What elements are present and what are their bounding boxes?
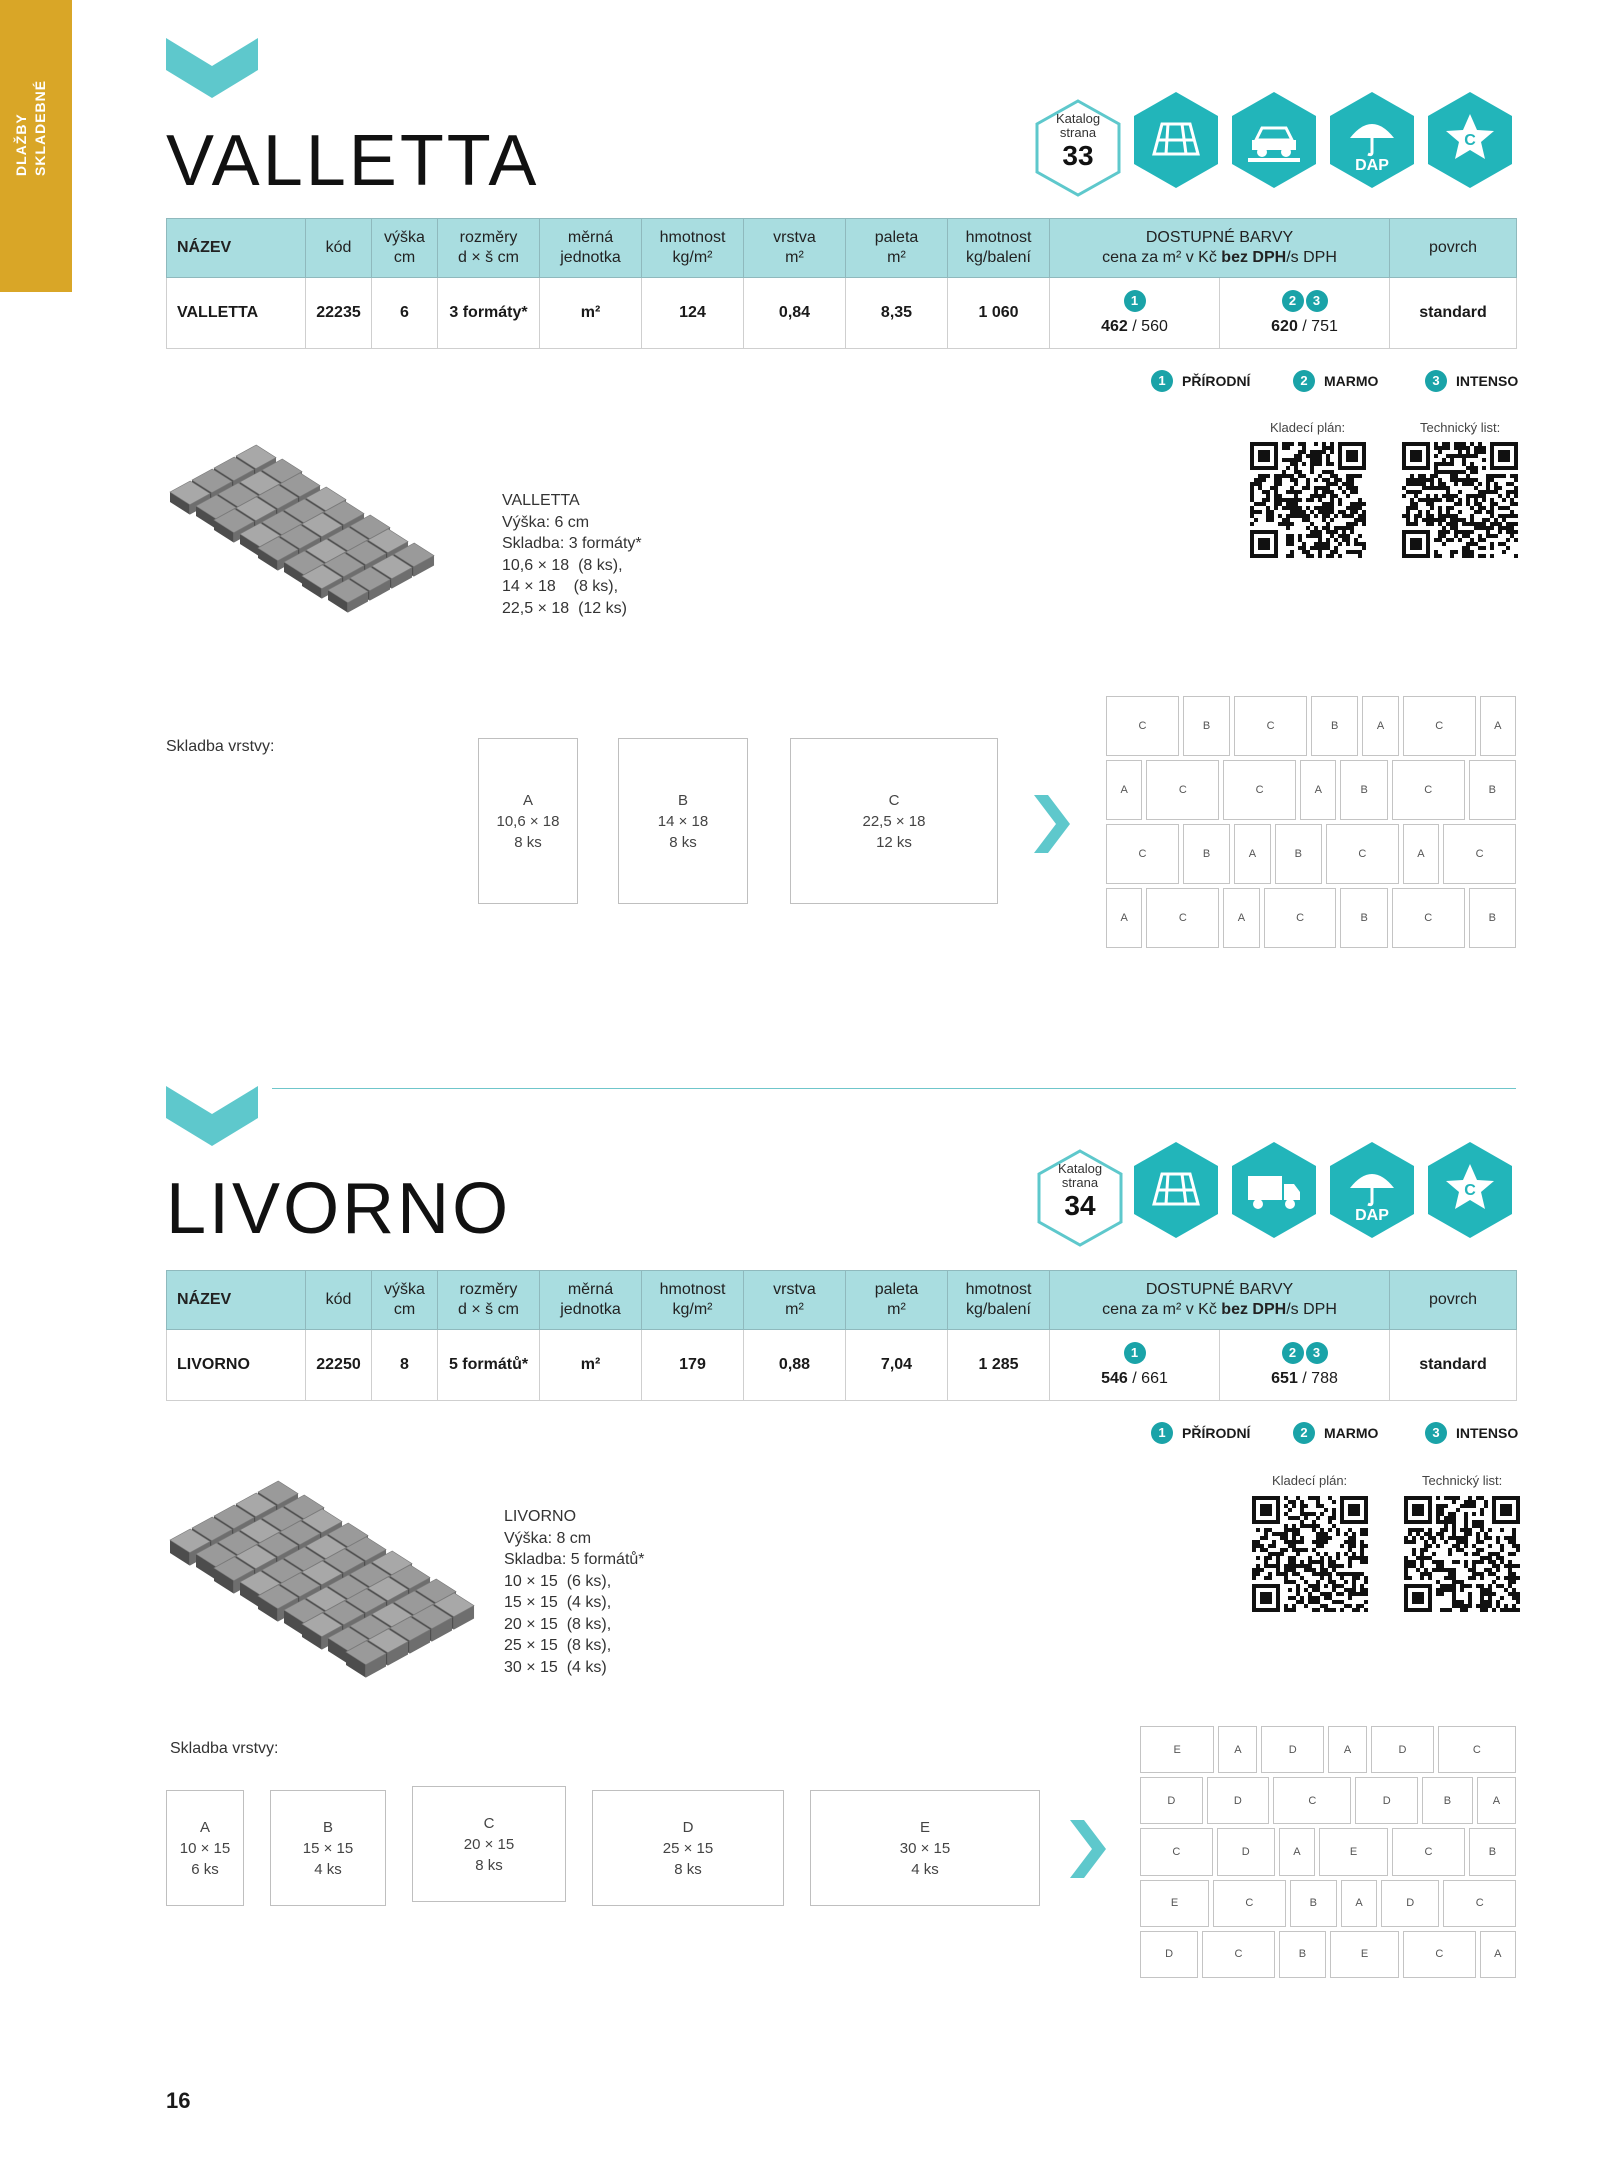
catalog-page-number: 34 xyxy=(1064,1190,1096,1221)
pattern-cell: C xyxy=(1443,824,1516,884)
description-line: 20 × 15 (8 ks), xyxy=(504,1615,612,1633)
product-title: VALLETTA xyxy=(166,121,540,201)
qr-code-tech-sheet[interactable] xyxy=(1404,1496,1520,1612)
svg-text:DAP: DAP xyxy=(1355,1207,1389,1224)
layer-composition-label: Skladba vrstvy: xyxy=(170,1740,279,1757)
format-tile-b: B 14 × 18 8 ks xyxy=(618,738,748,904)
chevron-right-icon xyxy=(1070,1820,1106,1878)
description-line: LIVORNO xyxy=(504,1508,577,1525)
pattern-cell: C xyxy=(1106,824,1179,884)
qr-code-laying-plan[interactable] xyxy=(1250,442,1366,558)
pattern-cell: A xyxy=(1477,1777,1516,1824)
pattern-cell: B xyxy=(1422,1777,1473,1824)
format-tile-a: A 10,6 × 18 8 ks xyxy=(478,738,578,904)
pattern-cell: C xyxy=(1273,1777,1351,1824)
qr-code-laying-plan[interactable] xyxy=(1252,1496,1368,1612)
price-marmo-intenso: 2 3 620 / 751 xyxy=(1220,278,1390,349)
pattern-cell: C xyxy=(1443,1880,1516,1927)
section-divider xyxy=(272,1088,1516,1089)
svg-text:C: C xyxy=(1464,132,1476,149)
svg-text:C: C xyxy=(1464,1182,1476,1199)
category-tab xyxy=(0,0,72,292)
qr-label-laying-plan: Kladecí plán: xyxy=(1270,420,1346,435)
legend-item-marmo: 2 MARMO xyxy=(1292,370,1378,392)
spec-table-row: VALLETTA 22235 6 3 formáty* m² 124 0,84 8,35 1 060 1 462 / 560 2 3 620 / 751 standard xyxy=(167,278,1517,349)
description-line: Skladba: 3 formáty* xyxy=(502,535,642,552)
pattern-cell: A xyxy=(1403,824,1439,884)
laying-pattern xyxy=(1106,696,1516,948)
pattern-cell: A xyxy=(1106,760,1142,820)
pattern-cell: C xyxy=(1392,1828,1465,1875)
pattern-cell: A xyxy=(1106,888,1142,948)
legend-item-marmo: 2 MARMO xyxy=(1292,1422,1378,1444)
catalog-page-badge: Katalog strana 34 xyxy=(1036,1148,1124,1248)
legend-item-intenso: 3 INTENSO xyxy=(1424,1422,1518,1444)
dap-umbrella-icon xyxy=(1328,90,1416,190)
price-natural: 1 546 / 661 xyxy=(1050,1330,1220,1401)
paving-stones-image xyxy=(160,1468,480,1708)
pattern-cell: A xyxy=(1328,1726,1367,1773)
pattern-cell: C xyxy=(1146,888,1219,948)
format-tile-c: C 22,5 × 18 12 ks xyxy=(790,738,998,904)
laying-pattern xyxy=(1140,1726,1516,1978)
truck-load-icon xyxy=(1230,1140,1318,1240)
product-title: LIVORNO xyxy=(166,1169,512,1249)
qr-code-tech-sheet[interactable] xyxy=(1402,442,1518,558)
pattern-cell: C xyxy=(1403,696,1476,756)
pattern-cell: C xyxy=(1106,696,1179,756)
pattern-cell: B xyxy=(1183,824,1230,884)
description-line: 25 × 15 (8 ks), xyxy=(504,1637,612,1654)
pattern-cell: A xyxy=(1234,824,1270,884)
pattern-cell: C xyxy=(1326,824,1399,884)
format-tile-a: A 10 × 15 6 ks xyxy=(166,1790,244,1906)
pattern-cell: C xyxy=(1202,1931,1275,1978)
pattern-cell: B xyxy=(1311,696,1358,756)
format-tile-e: E 30 × 15 4 ks xyxy=(810,1790,1040,1906)
pattern-cell: B xyxy=(1469,888,1516,948)
pattern-cell: D xyxy=(1140,1777,1203,1824)
legend-item-prirodni: 1 PŘÍRODNÍ xyxy=(1150,370,1250,392)
price-marmo-intenso: 2 3 651 / 788 xyxy=(1220,1330,1390,1401)
pattern-cell: D xyxy=(1381,1880,1439,1927)
pattern-cell: E xyxy=(1140,1726,1214,1773)
pattern-cell: C xyxy=(1223,760,1296,820)
pattern-cell: C xyxy=(1438,1726,1516,1773)
format-tile-b: B 15 × 15 4 ks xyxy=(270,1790,386,1906)
pattern-cell: C xyxy=(1213,1880,1286,1927)
pattern-cell: E xyxy=(1140,1880,1209,1927)
pattern-cell: A xyxy=(1218,1726,1257,1773)
spec-table xyxy=(166,1270,1517,1401)
description-line: Výška: 8 cm xyxy=(504,1529,592,1547)
pattern-cell: A xyxy=(1341,1880,1377,1927)
spec-table-header: NÁZEV kód výška cm rozměry d × š cm měrná jednotka hmotnost kg/m² vrstva m² paleta m² hmotnost kg/balení DOSTUPNÉ BARVY cena za m² v Kč bez DPH/s DPH povrch xyxy=(167,1271,1517,1330)
pattern-cell: C xyxy=(1140,1828,1213,1875)
svg-text:DAP: DAP xyxy=(1355,157,1389,174)
pattern-cell: B xyxy=(1469,760,1516,820)
category-tab-text: DLAŽBY SKLADEBNÉ xyxy=(13,79,48,176)
pattern-cell: A xyxy=(1279,1828,1315,1875)
dap-umbrella-icon xyxy=(1328,1140,1416,1240)
paving-pattern-icon xyxy=(1132,1140,1220,1240)
price-natural: 1 462 / 560 xyxy=(1050,278,1220,349)
pattern-cell: D xyxy=(1355,1777,1418,1824)
pattern-cell: C xyxy=(1392,888,1465,948)
pattern-cell: D xyxy=(1217,1828,1275,1875)
pattern-cell: D xyxy=(1371,1726,1434,1773)
description-line: 10,6 × 18 (8 ks), xyxy=(502,556,623,574)
description-line: 22,5 × 18 (12 ks) xyxy=(502,599,627,617)
layer-composition-label: Skladba vrstvy: xyxy=(166,738,275,755)
qr-label-tech-sheet: Technický list: xyxy=(1420,420,1501,435)
format-tile-d: D 25 × 15 8 ks xyxy=(592,1790,784,1906)
pattern-cell: A xyxy=(1300,760,1336,820)
car-load-icon xyxy=(1230,90,1318,190)
class-c-star-icon xyxy=(1426,1140,1514,1240)
qr-label-laying-plan: Kladecí plán: xyxy=(1272,1473,1348,1488)
pattern-cell: E xyxy=(1330,1931,1399,1978)
pattern-cell: C xyxy=(1392,760,1465,820)
pattern-cell: B xyxy=(1275,824,1322,884)
pattern-cell: A xyxy=(1480,1931,1516,1978)
description-line: VALLETTA xyxy=(502,492,580,509)
pattern-cell: A xyxy=(1362,696,1398,756)
pattern-cell: B xyxy=(1469,1828,1516,1875)
spec-table-row: LIVORNO 22250 8 5 formátů* m² 179 0,88 7,04 1 285 1 546 / 661 2 3 651 / 788 standard xyxy=(167,1330,1517,1401)
chevron-down-icon xyxy=(166,1086,258,1146)
pattern-cell: D xyxy=(1207,1777,1270,1824)
description-line: 30 × 15 (4 ks) xyxy=(504,1658,607,1676)
page-number: 16 xyxy=(166,2088,191,2113)
pattern-cell: B xyxy=(1340,888,1387,948)
pattern-cell: C xyxy=(1403,1931,1476,1978)
pattern-cell: E xyxy=(1319,1828,1388,1875)
pattern-cell: B xyxy=(1340,760,1387,820)
pattern-cell: B xyxy=(1279,1931,1326,1978)
description-line: Skladba: 5 formátů* xyxy=(504,1551,645,1568)
description-line: 10 × 15 (6 ks), xyxy=(504,1572,612,1590)
product-description xyxy=(502,490,642,619)
catalog-page-badge: Katalog strana 33 xyxy=(1034,98,1122,198)
paving-pattern-icon xyxy=(1132,90,1220,190)
pattern-cell: B xyxy=(1183,696,1230,756)
description-line: 15 × 15 (4 ks), xyxy=(504,1594,612,1611)
chevron-right-icon xyxy=(1034,795,1070,853)
class-c-star-icon xyxy=(1426,90,1514,190)
product-description xyxy=(504,1506,645,1678)
pattern-cell: A xyxy=(1480,696,1516,756)
qr-label-tech-sheet: Technický list: xyxy=(1422,1473,1503,1488)
description-line: Výška: 6 cm xyxy=(502,513,590,531)
paving-stones-image xyxy=(160,430,480,630)
format-tile-c: C 20 × 15 8 ks xyxy=(412,1786,566,1902)
description-line: 14 × 18 (8 ks), xyxy=(502,578,619,595)
spec-table-header: NÁZEV kód výška cm rozměry d × š cm měrná jednotka hmotnost kg/m² vrstva m² paleta m² hmotnost kg/balení DOSTUPNÉ BARVY cena za m² v Kč bez DPH/s DPH povrch xyxy=(167,219,1517,278)
pattern-cell: D xyxy=(1261,1726,1324,1773)
pattern-cell: A xyxy=(1223,888,1259,948)
spec-table xyxy=(166,218,1517,349)
chevron-down-icon xyxy=(166,38,258,98)
pattern-cell: C xyxy=(1146,760,1219,820)
pattern-cell: C xyxy=(1264,888,1337,948)
legend-item-intenso: 3 INTENSO xyxy=(1424,370,1518,392)
pattern-cell: B xyxy=(1290,1880,1337,1927)
legend-item-prirodni: 1 PŘÍRODNÍ xyxy=(1150,1422,1250,1444)
pattern-cell: D xyxy=(1140,1931,1198,1978)
pattern-cell: C xyxy=(1234,696,1307,756)
catalog-page-number: 33 xyxy=(1062,140,1094,171)
